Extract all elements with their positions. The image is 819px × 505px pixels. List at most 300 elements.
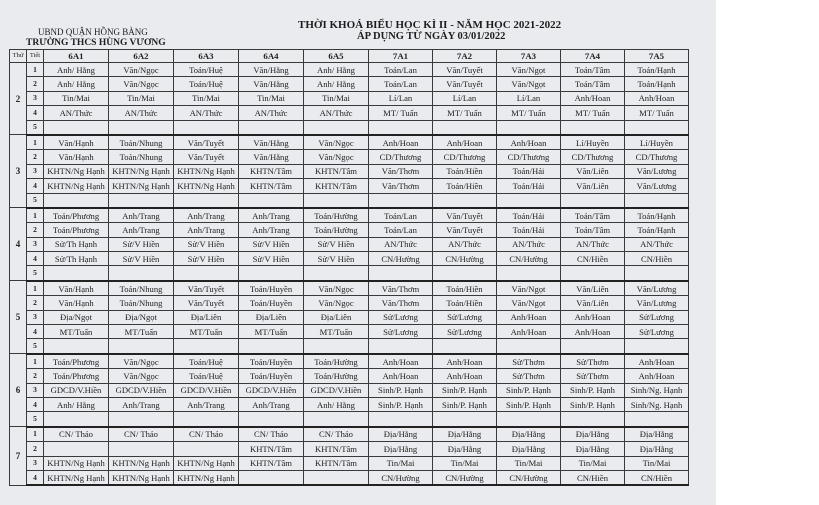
lesson-cell: Văn/Hạnh [44,296,109,310]
lesson-cell [44,266,109,281]
lesson-cell: Anh/ Hằng [304,397,369,411]
lesson-cell: CN/Hường [497,470,561,485]
lesson-cell: Toán/Hiền [433,179,497,193]
lesson-cell: Sử/Th Hạnh [44,252,109,266]
lesson-cell: Lí/Lan [369,91,433,105]
lesson-cell: Tin/Mai [239,91,304,105]
lesson-cell [239,412,304,427]
lesson-cell [561,193,625,208]
lesson-cell: Anh/Hoan [625,369,689,383]
lesson-cell: Lí/Huyền [561,135,625,150]
lesson-cell: Lí/Huyền [625,135,689,150]
lesson-cell: KHTN/Tâm [304,456,369,470]
org-name: UBND QUẬN HỒNG BÀNG [38,27,148,37]
lesson-cell: Toán/Huệ [174,354,239,369]
lesson-cell [174,442,239,456]
day-cell: 6 [10,354,27,427]
lesson-cell: Anh/ Hằng [44,63,109,77]
lesson-cell [304,193,369,208]
lesson-cell: CD/Thương [433,150,497,164]
lesson-cell [239,266,304,281]
period-cell: 5 [27,193,44,208]
lesson-cell: Văn/Liên [561,179,625,193]
lesson-cell: AN/Thức [433,237,497,251]
lesson-cell [625,266,689,281]
period-cell: 5 [27,339,44,354]
lesson-cell: AN/Thức [304,106,369,120]
lesson-cell: CN/ Thảo [44,427,109,442]
lesson-cell: Anh/Trang [109,208,174,223]
lesson-cell: Toán/Tâm [561,208,625,223]
lesson-cell: Văn/Ngọc [304,296,369,310]
table-row [10,281,689,296]
lesson-cell: KHTN/Ng Hạnh [174,179,239,193]
lesson-cell [109,266,174,281]
lesson-cell [304,339,369,354]
column-header-class: 7A1 [369,50,433,63]
lesson-cell: Tin/Mai [44,91,109,105]
lesson-cell: AN/Thức [497,237,561,251]
lesson-cell [174,412,239,427]
lesson-cell: Anh/Trang [239,397,304,411]
lesson-cell [44,442,109,456]
table-row [10,412,689,427]
lesson-cell [369,339,433,354]
lesson-cell [369,120,433,135]
table-row [10,237,689,251]
lesson-cell [109,339,174,354]
lesson-cell [497,266,561,281]
lesson-cell: Văn/Tuyết [433,77,497,91]
lesson-cell [561,266,625,281]
lesson-cell [44,412,109,427]
lesson-cell: Toán/Hiền [433,296,497,310]
lesson-cell: KHTN/Tâm [239,164,304,178]
lesson-cell: Sinh/P. Hạnh [433,383,497,397]
lesson-cell: Tin/Mai [174,91,239,105]
lesson-cell: CN/Hiền [561,252,625,266]
lesson-cell: KHTN/Ng Hạnh [44,164,109,178]
table-row [10,427,689,442]
lesson-cell: Toán/Huyền [239,296,304,310]
lesson-cell: Văn/Ngọc [109,63,174,77]
lesson-cell [174,120,239,135]
lesson-cell [433,266,497,281]
lesson-cell: Văn/Tuyết [174,281,239,296]
lesson-cell: Tin/Mai [109,91,174,105]
lesson-cell: Anh/Hoan [369,369,433,383]
lesson-cell: Văn/Tuyết [174,135,239,150]
lesson-cell: Toán/Hạnh [625,63,689,77]
period-cell: 4 [27,325,44,339]
lesson-cell: Toán/Hạnh [625,77,689,91]
lesson-cell: Anh/Hoan [433,369,497,383]
lesson-cell: Lí/Lan [433,91,497,105]
lesson-cell: Anh/Hoan [369,135,433,150]
lesson-cell: AN/Thức [561,237,625,251]
lesson-cell: Tin/Mai [369,456,433,470]
lesson-cell: Văn/Tuyết [433,208,497,223]
day-cell: 4 [10,208,27,281]
table-row [10,63,689,77]
lesson-cell: GDCD/V.Hiền [44,383,109,397]
lesson-cell: Địa/Liên [304,310,369,324]
lesson-cell: Văn/Ngọt [497,296,561,310]
table-row [10,456,689,470]
lesson-cell: Toán/Tâm [561,77,625,91]
lesson-cell: MT/Tuấn [44,325,109,339]
lesson-cell [497,193,561,208]
period-cell: 3 [27,91,44,105]
lesson-cell: KHTN/Tâm [304,442,369,456]
lesson-cell: Văn/Thơm [369,296,433,310]
lesson-cell: AN/Thức [369,237,433,251]
table-row [10,150,689,164]
lesson-cell: MT/Tuấn [304,325,369,339]
lesson-cell: MT/ Tuấn [369,106,433,120]
lesson-cell: Sử/Thơm [497,369,561,383]
lesson-cell: Toán/Huyền [239,281,304,296]
lesson-cell: Toán/Hiền [433,281,497,296]
lesson-cell: MT/ Tuấn [497,106,561,120]
column-header-class: 6A4 [239,50,304,63]
lesson-cell: Văn/Hằng [239,63,304,77]
lesson-cell [44,339,109,354]
lesson-cell: KHTN/Tâm [239,442,304,456]
lesson-cell: Sinh/P. Hạnh [561,383,625,397]
lesson-cell: Toán/Phương [44,223,109,237]
lesson-cell: Anh/ Hằng [304,63,369,77]
lesson-cell: Toán/Hường [304,369,369,383]
lesson-cell: Địa/Hằng [433,427,497,442]
column-header-period: Tiết [27,50,44,63]
lesson-cell: Anh/Trang [109,397,174,411]
period-cell: 5 [27,266,44,281]
table-row [10,135,689,150]
period-cell: 1 [27,427,44,442]
lesson-cell: Sinh/Ng. Hạnh [625,383,689,397]
table-row [10,397,689,411]
lesson-cell: CN/Hường [433,470,497,485]
lesson-cell [625,120,689,135]
lesson-cell: Địa/Hằng [497,442,561,456]
lesson-cell: Văn/Tuyết [433,223,497,237]
lesson-cell: Văn/Ngọt [497,63,561,77]
lesson-cell: Văn/Hằng [239,150,304,164]
lesson-cell: Văn/Ngọc [304,135,369,150]
table-row [10,106,689,120]
lesson-cell [44,193,109,208]
period-cell: 1 [27,354,44,369]
table-row [10,470,689,485]
lesson-cell: Sử/Lương [433,325,497,339]
lesson-cell: Toán/Nhung [109,281,174,296]
lesson-cell: AN/Thức [239,106,304,120]
lesson-cell: Toán/Tâm [561,223,625,237]
lesson-cell [433,339,497,354]
lesson-cell: CN/Hiền [625,252,689,266]
lesson-cell: AN/Thức [174,106,239,120]
lesson-cell: Địa/Ngọt [44,310,109,324]
lesson-cell: GDCD/V.Hiền [239,383,304,397]
lesson-cell: Anh/Hoan [625,354,689,369]
lesson-cell: Sử/Th Hạnh [44,237,109,251]
lesson-cell: KHTN/Ng Hạnh [174,470,239,485]
period-cell: 2 [27,442,44,456]
lesson-cell: Anh/Hoan [497,310,561,324]
lesson-cell: Toán/Tâm [561,63,625,77]
lesson-cell: Văn/Ngọc [109,369,174,383]
lesson-cell: Văn/Liên [561,164,625,178]
lesson-cell [109,120,174,135]
lesson-cell: Toán/Hải [497,208,561,223]
lesson-cell: MT/ Tuấn [561,106,625,120]
lesson-cell: MT/Tuấn [239,325,304,339]
lesson-cell: CN/ Thảo [239,427,304,442]
lesson-cell: KHTN/Tâm [304,164,369,178]
lesson-cell: Anh/Hoan [433,135,497,150]
column-header-class: 7A2 [433,50,497,63]
lesson-cell: Văn/Ngọc [304,150,369,164]
lesson-cell [433,412,497,427]
lesson-cell: Anh/Trang [109,223,174,237]
lesson-cell: Văn/Hạnh [44,281,109,296]
lesson-cell: Toán/Hiền [433,164,497,178]
lesson-cell: Sử/V Hiền [304,237,369,251]
lesson-cell: Sử/V Hiền [304,252,369,266]
lesson-cell: Lí/Lan [497,91,561,105]
lesson-cell: Sử/V Hiền [239,237,304,251]
lesson-cell: Toán/Nhung [109,296,174,310]
period-cell: 1 [27,135,44,150]
period-cell: 2 [27,77,44,91]
period-cell: 2 [27,369,44,383]
column-header-class: 6A2 [109,50,174,63]
lesson-cell: Văn/Ngọt [497,77,561,91]
lesson-cell: Văn/Ngọc [109,354,174,369]
lesson-cell: Anh/Hoan [625,91,689,105]
table-row [10,354,689,369]
lesson-cell: Địa/Hằng [561,427,625,442]
lesson-cell: Tin/Mai [625,456,689,470]
lesson-cell: AN/Thức [109,106,174,120]
lesson-cell: CD/Thương [497,150,561,164]
lesson-cell [109,193,174,208]
period-cell: 4 [27,252,44,266]
period-cell: 2 [27,223,44,237]
lesson-cell: Toán/Huyền [239,369,304,383]
lesson-cell: Văn/Tuyết [433,63,497,77]
lesson-cell [174,266,239,281]
lesson-cell: Sử/Lương [625,325,689,339]
lesson-cell: Anh/ Hằng [304,77,369,91]
lesson-cell: Sử/V Hiền [174,237,239,251]
table-row [10,310,689,324]
lesson-cell: CN/Hường [369,252,433,266]
period-cell: 2 [27,296,44,310]
lesson-cell: Toán/Hạnh [625,208,689,223]
lesson-cell: Anh/Trang [174,397,239,411]
lesson-cell [497,412,561,427]
lesson-cell: Văn/Hạnh [44,150,109,164]
period-cell: 3 [27,164,44,178]
table-row [10,77,689,91]
lesson-cell: Văn/Lương [625,281,689,296]
period-cell: 4 [27,470,44,485]
lesson-cell: KHTN/Ng Hạnh [44,179,109,193]
lesson-cell: Toán/Nhung [109,150,174,164]
lesson-cell: Toán/Huệ [174,77,239,91]
table-row [10,339,689,354]
lesson-cell [109,442,174,456]
lesson-cell: Anh/ Hằng [44,77,109,91]
lesson-cell: Toán/Huyền [239,354,304,369]
table-row [10,442,689,456]
lesson-cell: Toán/Huệ [174,369,239,383]
lesson-cell: Văn/Ngọc [109,77,174,91]
lesson-cell: KHTN/Ng Hạnh [174,164,239,178]
lesson-cell [497,120,561,135]
day-cell: 3 [10,135,27,208]
lesson-cell [625,339,689,354]
lesson-cell: Toán/Hải [497,164,561,178]
period-cell: 3 [27,383,44,397]
lesson-cell: Văn/Liên [561,281,625,296]
lesson-cell: Anh/Trang [239,223,304,237]
lesson-cell: KHTN/Ng Hạnh [44,456,109,470]
lesson-cell [109,412,174,427]
page-subtitle: ÁP DỤNG TỪ NGÀY 03/01/2022 [357,31,506,42]
lesson-cell: Toán/Phương [44,354,109,369]
column-header-class: 6A1 [44,50,109,63]
lesson-cell: Toán/Hải [497,223,561,237]
lesson-cell: KHTN/Ng Hạnh [109,470,174,485]
lesson-cell: Tin/Mai [561,456,625,470]
column-header-class: 6A5 [304,50,369,63]
lesson-cell: Văn/Ngọc [304,281,369,296]
lesson-cell: Địa/Hằng [625,427,689,442]
table-row [10,369,689,383]
table-row [10,193,689,208]
lesson-cell [239,120,304,135]
table-row [10,179,689,193]
lesson-cell: Sử/Lương [433,310,497,324]
lesson-cell: Toán/Phương [44,369,109,383]
lesson-cell: Toán/Hường [304,223,369,237]
lesson-cell: Tin/Mai [433,456,497,470]
lesson-cell: KHTN/Tâm [239,456,304,470]
lesson-cell: GDCD/V.Hiền [109,383,174,397]
lesson-cell: Văn/Lương [625,296,689,310]
lesson-cell: Anh/Hoan [561,310,625,324]
lesson-cell: CD/Thương [369,150,433,164]
day-cell: 5 [10,281,27,354]
lesson-cell: Anh/Hoan [497,135,561,150]
table-row [10,266,689,281]
lesson-cell: CN/Hường [433,252,497,266]
lesson-cell: Sinh/P. Hạnh [433,397,497,411]
table-row [10,383,689,397]
lesson-cell: Văn/Hằng [239,135,304,150]
period-cell: 3 [27,310,44,324]
lesson-cell [625,193,689,208]
lesson-cell: Anh/Hoan [433,354,497,369]
lesson-cell: KHTN/Ng Hạnh [174,456,239,470]
table-row [10,325,689,339]
lesson-cell: Sử/Lương [625,310,689,324]
lesson-cell: Toán/Lan [369,208,433,223]
column-header-class: 7A5 [625,50,689,63]
lesson-cell: Toán/Hường [304,354,369,369]
lesson-cell: Tin/Mai [497,456,561,470]
lesson-cell: GDCD/V.Hiền [174,383,239,397]
lesson-cell: Anh/Trang [174,208,239,223]
lesson-cell: Văn/Thơm [369,164,433,178]
day-cell: 2 [10,63,27,135]
lesson-cell: CN/Hường [369,470,433,485]
lesson-cell [304,412,369,427]
lesson-cell: Toán/Huệ [174,63,239,77]
period-cell: 5 [27,412,44,427]
lesson-cell: Sử/Thơm [561,369,625,383]
period-cell: 4 [27,179,44,193]
lesson-cell: Văn/Thơm [369,179,433,193]
lesson-cell: Địa/Hằng [497,427,561,442]
lesson-cell: Toán/Nhung [109,135,174,150]
lesson-cell [369,412,433,427]
lesson-cell: Sử/Thơm [561,354,625,369]
lesson-cell: Tin/Mai [304,91,369,105]
lesson-cell: Toán/Lan [369,223,433,237]
lesson-cell: MT/Tuấn [174,325,239,339]
lesson-cell: CD/Thương [625,150,689,164]
lesson-cell: Toán/Phương [44,208,109,223]
lesson-cell [561,120,625,135]
lesson-cell: Sinh/P. Hạnh [369,397,433,411]
table-row [10,223,689,237]
table-row [10,296,689,310]
lesson-cell: Địa/Hằng [561,442,625,456]
period-cell: 1 [27,281,44,296]
period-cell: 4 [27,106,44,120]
lesson-cell: Địa/Hằng [625,442,689,456]
period-cell: 2 [27,150,44,164]
lesson-cell: Toán/Hạnh [625,223,689,237]
timetable [9,49,689,486]
page-title: THỜI KHOÁ BIỂU HỌC KÌ II - NĂM HỌC 2021-2022 [298,19,562,31]
table-row [10,164,689,178]
lesson-cell [433,193,497,208]
day-cell: 7 [10,427,27,486]
lesson-cell: KHTN/Ng Hạnh [44,470,109,485]
lesson-cell: KHTN/Ng Hạnh [109,456,174,470]
lesson-cell: Anh/Hoan [561,325,625,339]
lesson-cell [174,339,239,354]
lesson-cell: CN/ Thảo [304,427,369,442]
lesson-cell: Văn/Liên [561,296,625,310]
lesson-cell: Văn/Lương [625,164,689,178]
lesson-cell: Địa/Hằng [369,442,433,456]
lesson-cell: Toán/Hải [497,179,561,193]
lesson-cell: Văn/Ngọt [497,281,561,296]
lesson-cell: MT/Tuấn [109,325,174,339]
period-cell: 5 [27,120,44,135]
lesson-cell [239,470,304,485]
lesson-cell: Toán/Hường [304,208,369,223]
period-cell: 1 [27,63,44,77]
lesson-cell: CN/Hiền [625,470,689,485]
lesson-cell [497,339,561,354]
